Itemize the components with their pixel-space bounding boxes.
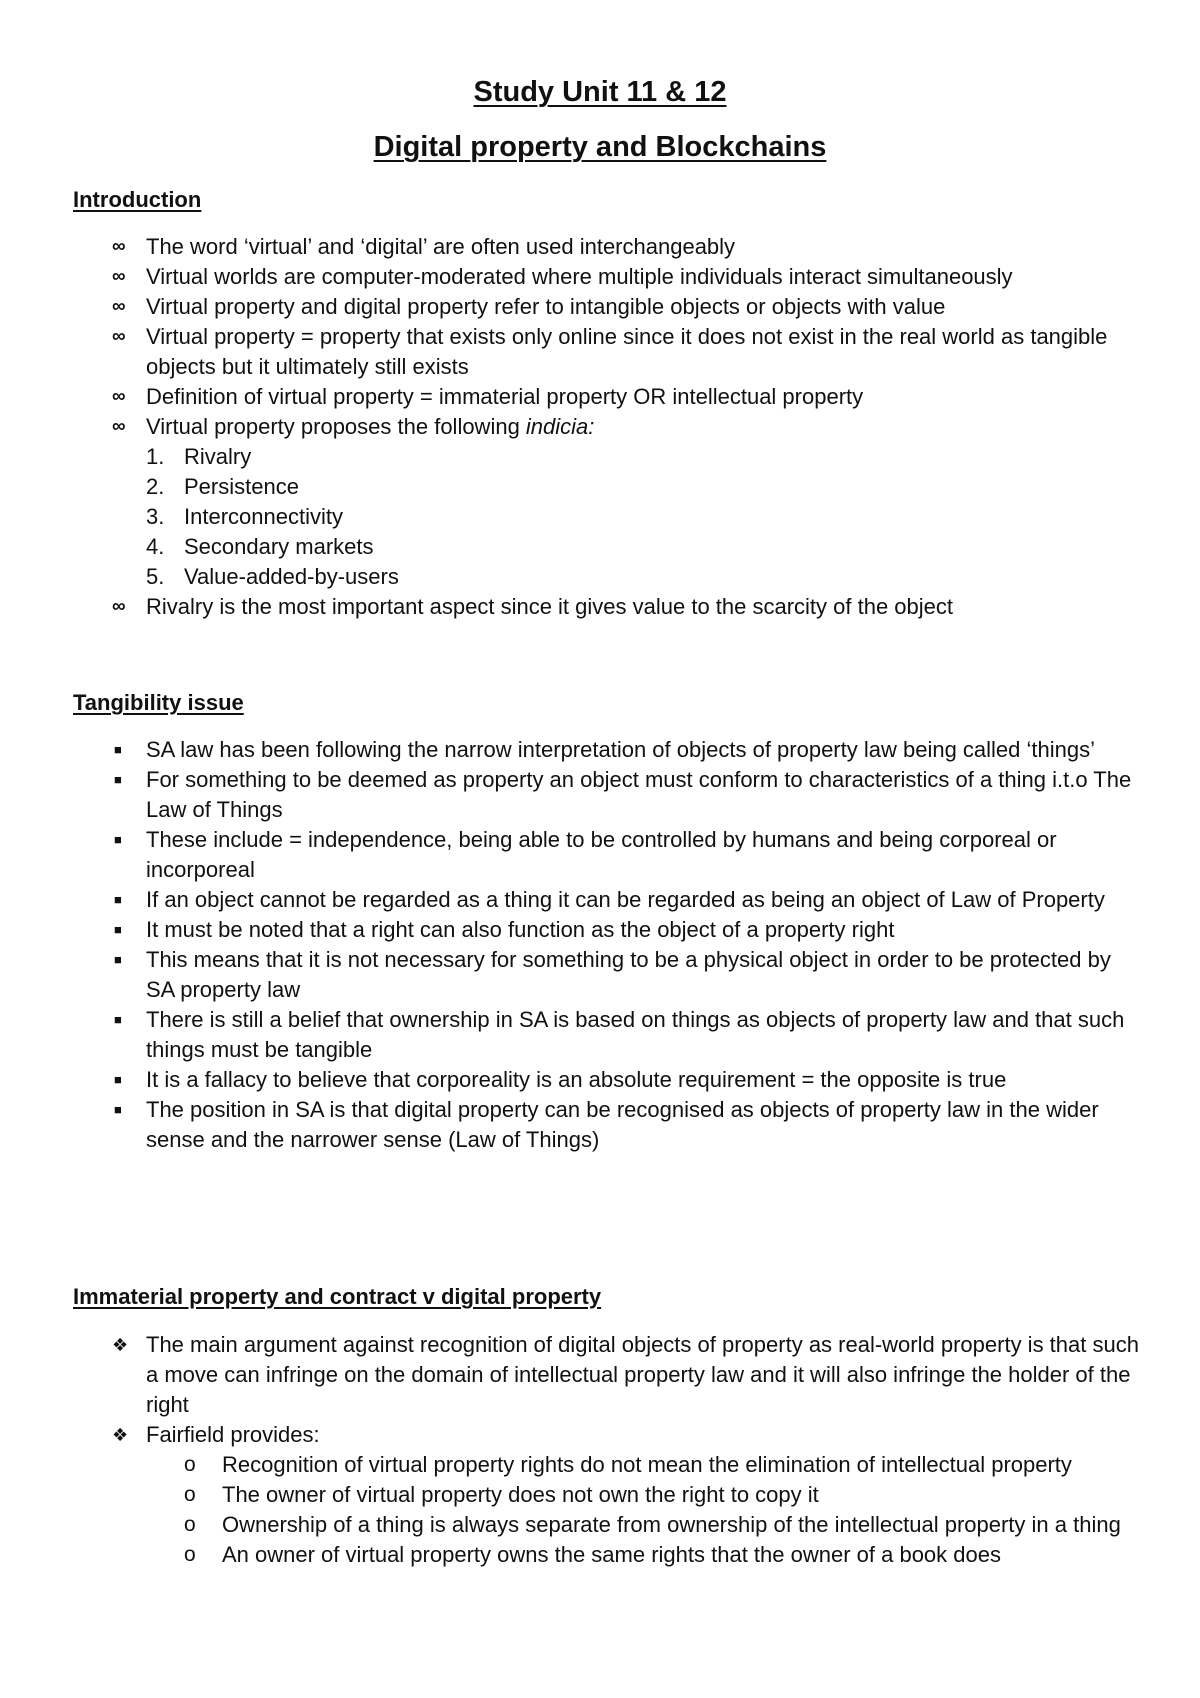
list-item: ■ It is a fallacy to believe that corporeality is an absolute requirement = the opposite is true (0, 1065, 1200, 1095)
sub-list-item: o An owner of virtual property owns the same rights that the owner of a book does (184, 1540, 1140, 1570)
document-subtitle: Digital property and Blockchains (373, 131, 827, 163)
circle-o-bullet-icon: o (184, 1483, 196, 1506)
list-item: ■ The position in SA is that digital property can be recognised as objects of property law in the wider sense and the narrower sense (Law of Things) (114, 1097, 1099, 1152)
circle-o-bullet-icon: o (184, 1453, 196, 1476)
numbered-item: 5. Value-added-by-users (146, 564, 399, 589)
four-diamond-star-bullet-icon: ❖ (112, 1425, 129, 1445)
numbered-item: 1. Rivalry (146, 444, 252, 469)
section-heading-immaterial-property: Immaterial property and contract v digital property (73, 1284, 602, 1309)
square-bullet-icon: ■ (114, 1102, 122, 1117)
list-item: ■ SA law has been following the narrow interpretation of objects of property law being called ‘things’ (0, 735, 1200, 765)
list-item: ■ It must be noted that a right can also function as the object of a property right (0, 915, 1200, 945)
infinity-bullet-icon: ∞ (112, 386, 126, 407)
infinity-bullet-icon: ∞ (112, 326, 126, 347)
list-item: ■ These include = independence, being able to be controlled by humans and being corporeal or incorporeal (114, 827, 1057, 882)
square-bullet-icon: ■ (114, 1012, 122, 1027)
circle-o-bullet-icon: o (184, 1513, 196, 1536)
list-item: ∞ Rivalry is the most important aspect since it gives value to the scarcity of the object (0, 592, 1200, 622)
list-item: ∞ Virtual property and digital property refer to intangible objects or objects with value (0, 292, 1200, 322)
numbered-item: 4. Secondary markets (146, 534, 374, 559)
infinity-bullet-icon: ∞ (112, 266, 126, 287)
fairfield-sub-list (184, 1450, 1140, 1570)
list-item: ■ There is still a belief that ownership in SA is based on things as objects of property law and that such things must be tangible (114, 1007, 1125, 1062)
list-item: ∞ Definition of virtual property = immaterial property OR intellectual property (0, 382, 1200, 412)
sub-list-item: o Ownership of a thing is always separate from ownership of the intellectual property in a thing (184, 1510, 1140, 1540)
sub-list-item: o Recognition of virtual property rights do not mean the elimination of intellectual property (184, 1450, 1140, 1480)
circle-o-bullet-icon: o (184, 1543, 196, 1566)
numbered-item: 3. Interconnectivity (146, 504, 343, 529)
tangibility-list (0, 735, 1200, 1155)
infinity-bullet-icon: ∞ (112, 296, 126, 317)
list-item: ❖ Fairfield provides: o Recognition of virtual property rights do not mean the elimination of intellectual property o The owner of virtual property does not own the right to copy it o Ownership of a thing is always separate from ownership of the intellectual property in a thing o An owner of virtual property owns the same rights that the owner of a book does (0, 1420, 1200, 1570)
infinity-bullet-icon: ∞ (112, 416, 126, 437)
indicia-numbered-list (146, 442, 1140, 592)
list-item: ■ This means that it is not necessary for something to be a physical object in order to be protected by SA property law (114, 947, 1111, 1002)
square-bullet-icon: ■ (114, 832, 122, 847)
infinity-bullet-icon: ∞ (112, 236, 126, 257)
list-item: ∞ Virtual property = property that exists only online since it does not exist in the real world as tangible objects but it ultimately still exists (112, 324, 1108, 379)
numbered-item: 2. Persistence (146, 474, 299, 499)
indicia-emphasis: indicia: (525, 414, 595, 439)
square-bullet-icon: ■ (114, 952, 122, 967)
sub-list-item: o The owner of virtual property does not own the right to copy it (184, 1480, 1140, 1510)
square-bullet-icon: ■ (114, 1072, 122, 1087)
immaterial-property-list (0, 1330, 1200, 1570)
section-heading-introduction: Introduction (73, 187, 202, 212)
list-item: ∞ Virtual property proposes the following indicia: 1. Rivalry 2. Persistence 3. Interconnectivity 4. Secondary markets 5. Value-added-by-users (0, 412, 1200, 592)
document-title: Study Unit 11 & 12 (473, 76, 727, 108)
list-item: ∞ The word ‘virtual’ and ‘digital’ are often used interchangeably (0, 232, 1200, 262)
list-item: ■ For something to be deemed as property an object must conform to characteristics of a thing i.t.o The Law of Things (114, 767, 1132, 822)
section-heading-tangibility: Tangibility issue (73, 690, 244, 715)
square-bullet-icon: ■ (114, 772, 122, 787)
infinity-bullet-icon: ∞ (112, 596, 126, 617)
list-item: ■ If an object cannot be regarded as a thing it can be regarded as being an object of Law of Property (0, 885, 1200, 915)
list-item: ∞ Virtual worlds are computer-moderated where multiple individuals interact simultaneously (0, 262, 1200, 292)
list-item: ❖ The main argument against recognition of digital objects of property as real-world property is that such a move can infringe on the domain of intellectual property law and it will also infringe the holder of the right (112, 1332, 1139, 1417)
four-diamond-star-bullet-icon: ❖ (112, 1335, 129, 1355)
square-bullet-icon: ■ (114, 892, 122, 907)
square-bullet-icon: ■ (114, 742, 122, 757)
introduction-list (0, 232, 1200, 622)
square-bullet-icon: ■ (114, 922, 122, 937)
